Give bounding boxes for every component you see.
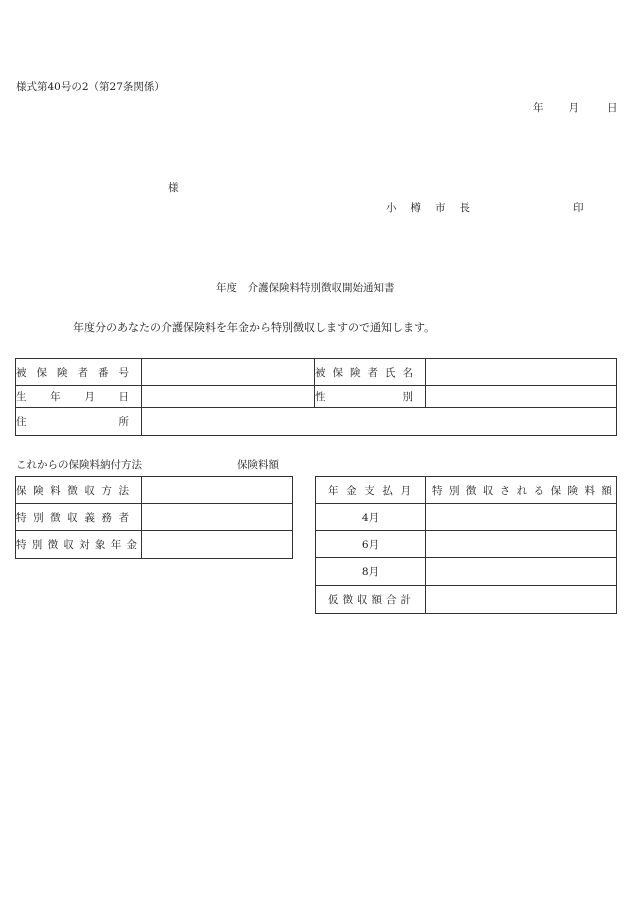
insured-name-label: 被 保 険 者 氏 名 <box>315 359 426 386</box>
collection-method-value[interactable] <box>142 477 293 504</box>
address-value[interactable] <box>142 408 617 436</box>
table-row <box>16 359 617 386</box>
issue-date <box>533 103 618 114</box>
form-number: 様式第40号の2（第27条関係） <box>16 81 165 93</box>
collection-method-label: 保 険 料 徴 収 方 法 <box>16 477 142 504</box>
amount-august[interactable] <box>426 558 617 586</box>
personal-info-table <box>15 358 617 436</box>
gender-value[interactable] <box>426 386 617 408</box>
premium-heading: 保険料額 <box>237 459 279 471</box>
issuer-char: 長 <box>459 202 470 214</box>
collection-obligor-label: 特 別 徴 収 義 務 者 <box>16 504 142 531</box>
birth-date-value[interactable] <box>142 386 315 408</box>
issuer-char: 市 <box>435 202 446 214</box>
issuer-name <box>386 203 470 214</box>
payment-month-header: 年 金 支 払 月 <box>316 477 426 504</box>
recipient-honorific: 様 <box>168 182 179 194</box>
insured-number-value[interactable] <box>142 359 315 386</box>
target-pension-value[interactable] <box>142 531 293 559</box>
table-row <box>16 386 617 408</box>
provisional-total-label: 仮 徴 収 額 合 計 <box>316 586 426 614</box>
gender-label: 性 別 <box>315 386 426 408</box>
address-label: 住 所 <box>16 408 142 436</box>
issuer-char: 小 <box>386 202 397 214</box>
insured-number-label: 被 保 険 者 番 号 <box>16 359 142 386</box>
document-title: 年度 介護保険料特別徴収開始通知書 <box>216 282 395 294</box>
table-row <box>316 586 617 614</box>
month-june: 6月 <box>316 531 426 558</box>
date-year: 年 <box>533 102 544 114</box>
insured-name-value[interactable] <box>426 359 617 386</box>
month-august: 8月 <box>316 558 426 586</box>
birth-date-label: 生 年 月 日 <box>16 386 142 408</box>
table-row <box>316 531 617 558</box>
collected-amount-header: 特 別 徴 収 さ れ る 保 険 料 額 <box>426 477 617 504</box>
table-row <box>316 477 617 504</box>
table-row <box>316 504 617 531</box>
table-row <box>16 504 293 531</box>
amount-june[interactable] <box>426 531 617 558</box>
payment-method-heading: これからの保険料納付方法 <box>16 459 142 471</box>
target-pension-label: 特 別 徴 収 対 象 年 金 <box>16 531 142 559</box>
provisional-total-value[interactable] <box>426 586 617 614</box>
month-april: 4月 <box>316 504 426 531</box>
premium-amount-table <box>315 476 617 614</box>
amount-april[interactable] <box>426 504 617 531</box>
table-row <box>316 558 617 586</box>
date-day: 日 <box>607 102 618 114</box>
payment-method-table <box>15 476 293 559</box>
table-row <box>16 531 293 559</box>
table-row <box>16 408 617 436</box>
date-month: 月 <box>568 102 579 114</box>
intro-text: 年度分のあなたの介護保険料を年金から特別徴収しますので通知します。 <box>73 321 436 334</box>
table-row <box>16 477 293 504</box>
issuer-char: 樽 <box>410 202 421 214</box>
seal-mark: 印 <box>573 202 584 214</box>
collection-obligor-value[interactable] <box>142 504 293 531</box>
